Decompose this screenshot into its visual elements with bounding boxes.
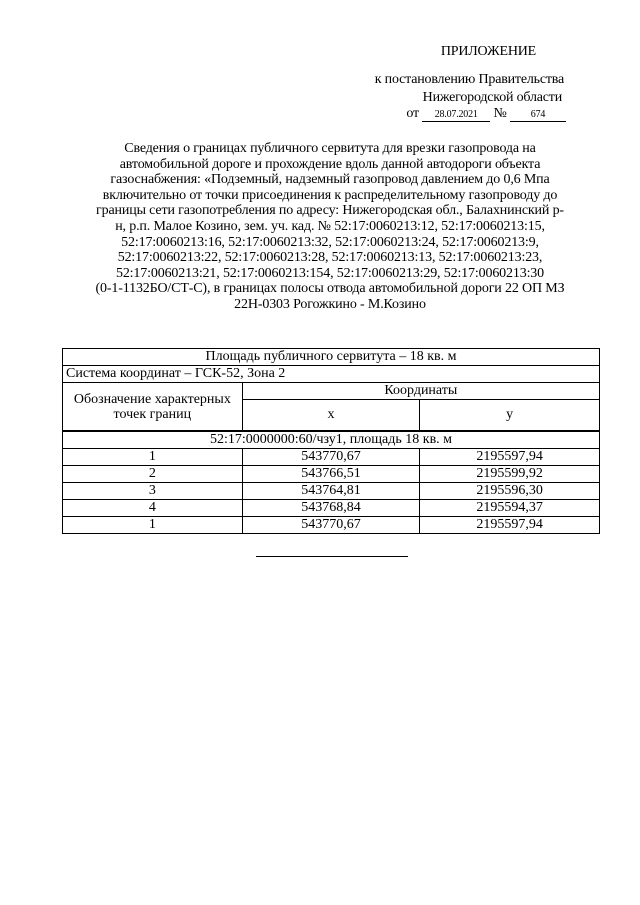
point-cell: 1	[63, 517, 243, 534]
table-row	[63, 366, 600, 383]
heading-line: н, р.п. Малое Козино, зем. уч. кад. № 52:17:0060213:12, 52:17:0060213:15,	[115, 218, 545, 234]
heading-line: 52:17:0060213:21, 52:17:0060213:154, 52:17:0060213:29, 52:17:0060213:30	[115, 265, 545, 281]
y-cell: 2195597,94	[420, 517, 600, 534]
point-cell: 4	[63, 500, 243, 517]
number-sign: №	[493, 106, 507, 121]
decree-date: 28.07.2021	[422, 109, 490, 122]
point-cell: 3	[63, 483, 243, 500]
x-cell: 543766,51	[242, 466, 420, 483]
table-row	[63, 483, 600, 500]
table-row	[63, 449, 600, 466]
appendix-date-line	[306, 106, 566, 122]
table-row	[63, 517, 600, 534]
x-cell: 543764,81	[242, 483, 420, 500]
date-prefix: от	[406, 106, 419, 121]
end-divider	[256, 556, 408, 557]
y-cell: 2195599,92	[420, 466, 600, 483]
heading-line: газоснабжения: «Подземный, надземный газопровод давлением до 0,6 Мпа	[110, 172, 550, 188]
area-cell: Площадь публичного сервитута – 18 кв. м	[63, 349, 600, 366]
x-cell: 543768,84	[242, 500, 420, 517]
heading-line: автомобильной дороге и прохождение вдоль данной автодороги объекта	[119, 156, 541, 172]
heading-line: (0-1-1132БО/СТ-С), в границах полосы отвода автомобильной дороги 22 ОП МЗ	[95, 281, 565, 297]
y-header-cell: y	[420, 400, 600, 432]
x-cell: 543770,67	[242, 517, 420, 534]
x-cell: 543770,67	[242, 449, 420, 466]
table-row	[63, 500, 600, 517]
heading-line: 52:17:0060213:16, 52:17:0060213:32, 52:17:0060213:24, 52:17:0060213:9,	[121, 234, 539, 250]
document-heading	[60, 141, 600, 313]
y-cell: 2195597,94	[420, 449, 600, 466]
heading-line: 22Н-0303 Рогожкино - М.Козино	[234, 296, 426, 312]
heading-line: 52:17:0060213:22, 52:17:0060213:28, 52:17:0060213:13, 52:17:0060213:23,	[117, 250, 543, 266]
point-header-cell: Обозначение характерных точек границ	[63, 383, 243, 432]
appendix-line-1: к постановлению Правительства	[374, 72, 564, 87]
table-row	[63, 349, 600, 366]
point-cell: 1	[63, 449, 243, 466]
coordinates-header-cell: Координаты	[242, 383, 599, 400]
x-header-cell: x	[242, 400, 420, 432]
appendix-line-2: Нижегородской области	[422, 90, 562, 105]
decree-number: 674	[510, 109, 566, 122]
table-row	[63, 466, 600, 483]
heading-line: границы сети газопотребления по адресу: Нижегородская обл., Балахнинский р-	[96, 203, 564, 219]
table-row	[63, 431, 600, 449]
section-cell: 52:17:0000000:60/чзу1, площадь 18 кв. м	[63, 431, 600, 449]
coordinates-table	[62, 348, 600, 534]
appendix-title: ПРИЛОЖЕНИЕ	[440, 44, 536, 59]
y-cell: 2195594,37	[420, 500, 600, 517]
point-cell: 2	[63, 466, 243, 483]
heading-line: Сведения о границах публичного сервитута для врезки газопровода на	[124, 141, 536, 156]
table-row	[63, 383, 600, 400]
coordinate-system-cell: Система координат – ГСК-52, Зона 2	[63, 366, 600, 383]
y-cell: 2195596,30	[420, 483, 600, 500]
heading-line: включительно от точки присоединения к распределительному газопроводу до	[102, 187, 558, 203]
